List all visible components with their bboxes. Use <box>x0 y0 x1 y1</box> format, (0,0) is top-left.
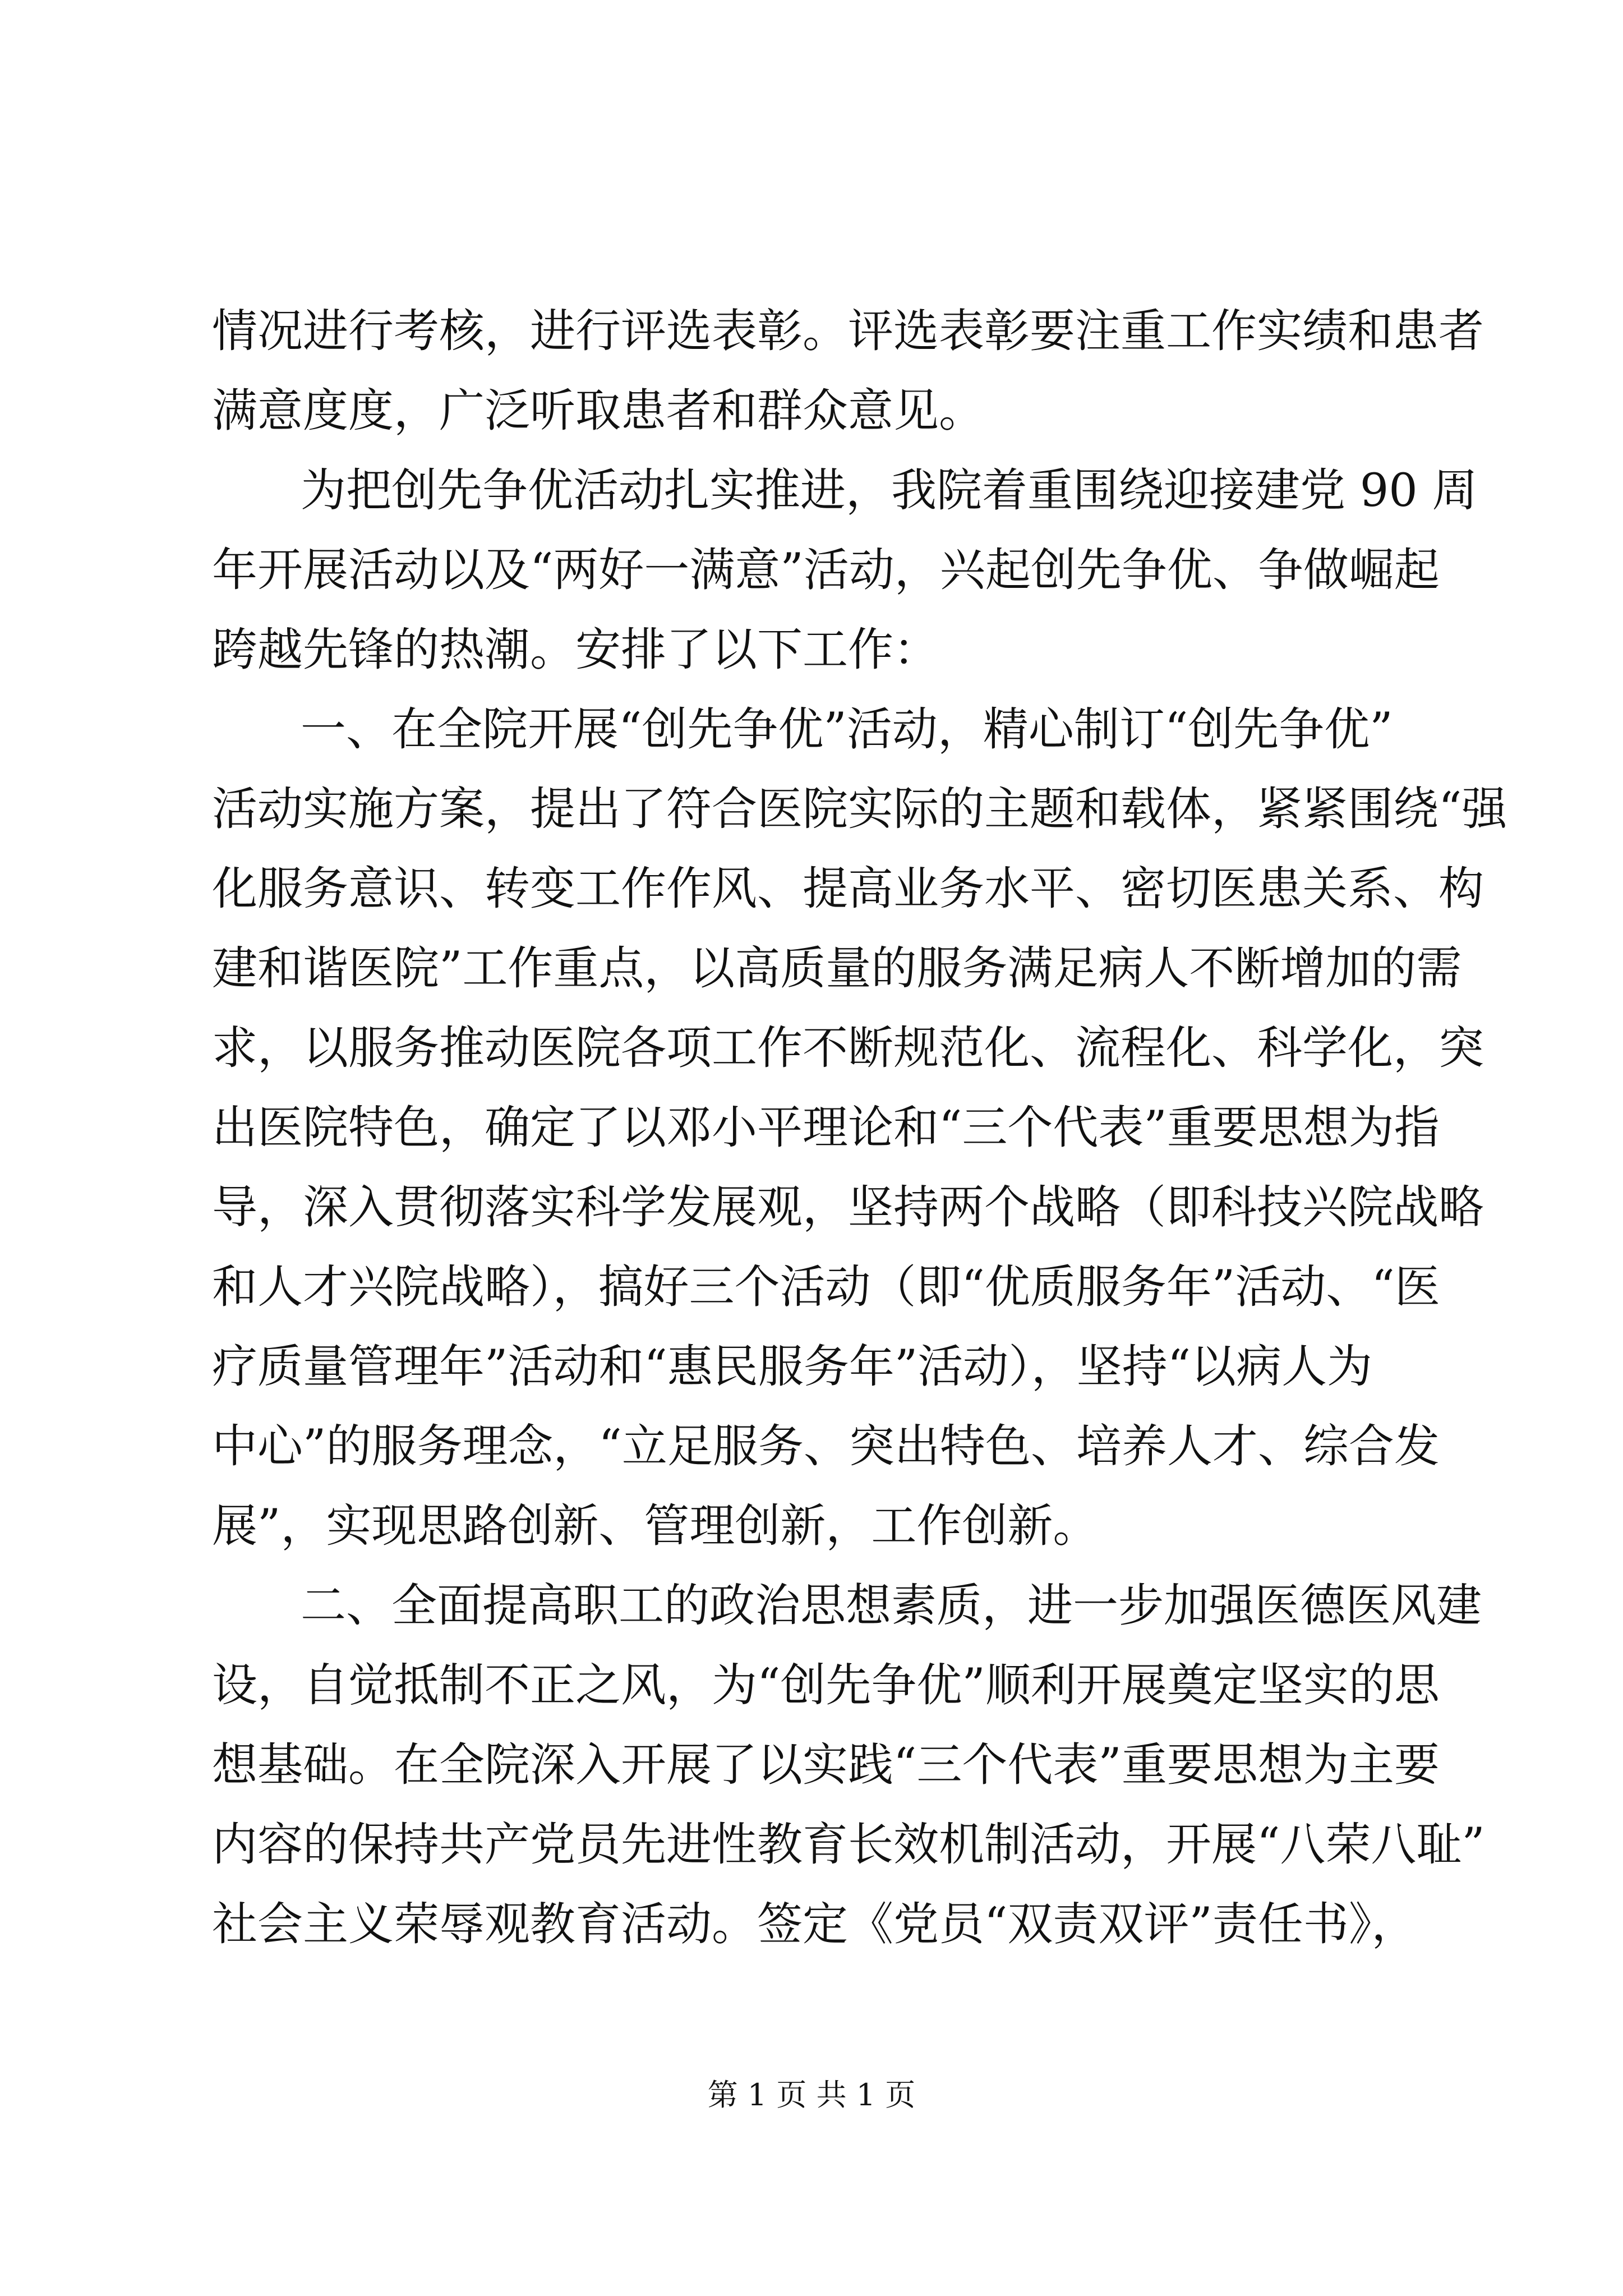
text-line: 建和谐医院”工作重点，以高质量的服务满足病人不断增加的需 <box>212 942 1462 995</box>
text-line: 中心”的服务理念，“立足服务、突出特色、培养人才、综合发 <box>212 1420 1440 1473</box>
text-line: 内容的保持共产党员先进性教育长效机制活动，开展“八荣八耻” <box>212 1819 1485 1871</box>
text-line: 疗质量管理年”活动和“惠民服务年”活动），坚持“以病人为 <box>212 1341 1373 1393</box>
text-line: 想基础。在全院深入开展了以实践“三个代表”重要思想为主要 <box>212 1739 1440 1792</box>
text-line: 活动实施方案，提出了符合医院实际的主题和载体，紧紧围绕“强 <box>212 783 1507 836</box>
text-line: 出医院特色，确定了以邓小平理论和“三个代表”重要思想为指 <box>212 1102 1440 1154</box>
text-line: 展”，实现思路创新、管理创新，工作创新。 <box>212 1500 1099 1553</box>
text-line: 一、在全院开展“创先争优”活动，精心制订“创先争优” <box>301 703 1393 756</box>
text-line: 年开展活动以及“两好一满意”活动，兴起创先争优、争做崛起 <box>212 544 1440 597</box>
page-footer: 第 1 页 共 1 页 <box>707 2077 916 2113</box>
document-body <box>212 292 1507 1964</box>
text-line: 设，自觉抵制不正之风，为“创先争优”顺利开展奠定坚实的思 <box>212 1659 1440 1712</box>
text-line: 满意度度，广泛听取患者和群众意见。 <box>212 385 985 438</box>
text-line: 求，以服务推动医院各项工作不断规范化、流程化、科学化，突 <box>212 1022 1484 1075</box>
text-line: 导，深入贯彻落实科学发展观，坚持两个战略（即科技兴院战略 <box>212 1181 1484 1234</box>
text-line: 为把创先争优活动扎实推进，我院着重围绕迎接建党 90 周 <box>301 464 1478 517</box>
text-line: 化服务意识、转变工作作风、提高业务水平、密切医患关系、构 <box>212 863 1484 915</box>
text-line: 二、全面提高职工的政治思想素质，进一步加强医德医风建 <box>301 1580 1482 1632</box>
text-line: 情况进行考核，进行评选表彰。评选表彰要注重工作实绩和患者 <box>212 305 1484 358</box>
text-line: 社会主义荣辱观教育活动。签定《党员“双责双评”责任书》， <box>212 1898 1417 1951</box>
text-line: 和人才兴院战略），搞好三个活动（即“优质服务年”活动、“医 <box>212 1261 1440 1314</box>
text-line: 跨越先锋的热潮。安排了以下工作： <box>212 624 939 677</box>
